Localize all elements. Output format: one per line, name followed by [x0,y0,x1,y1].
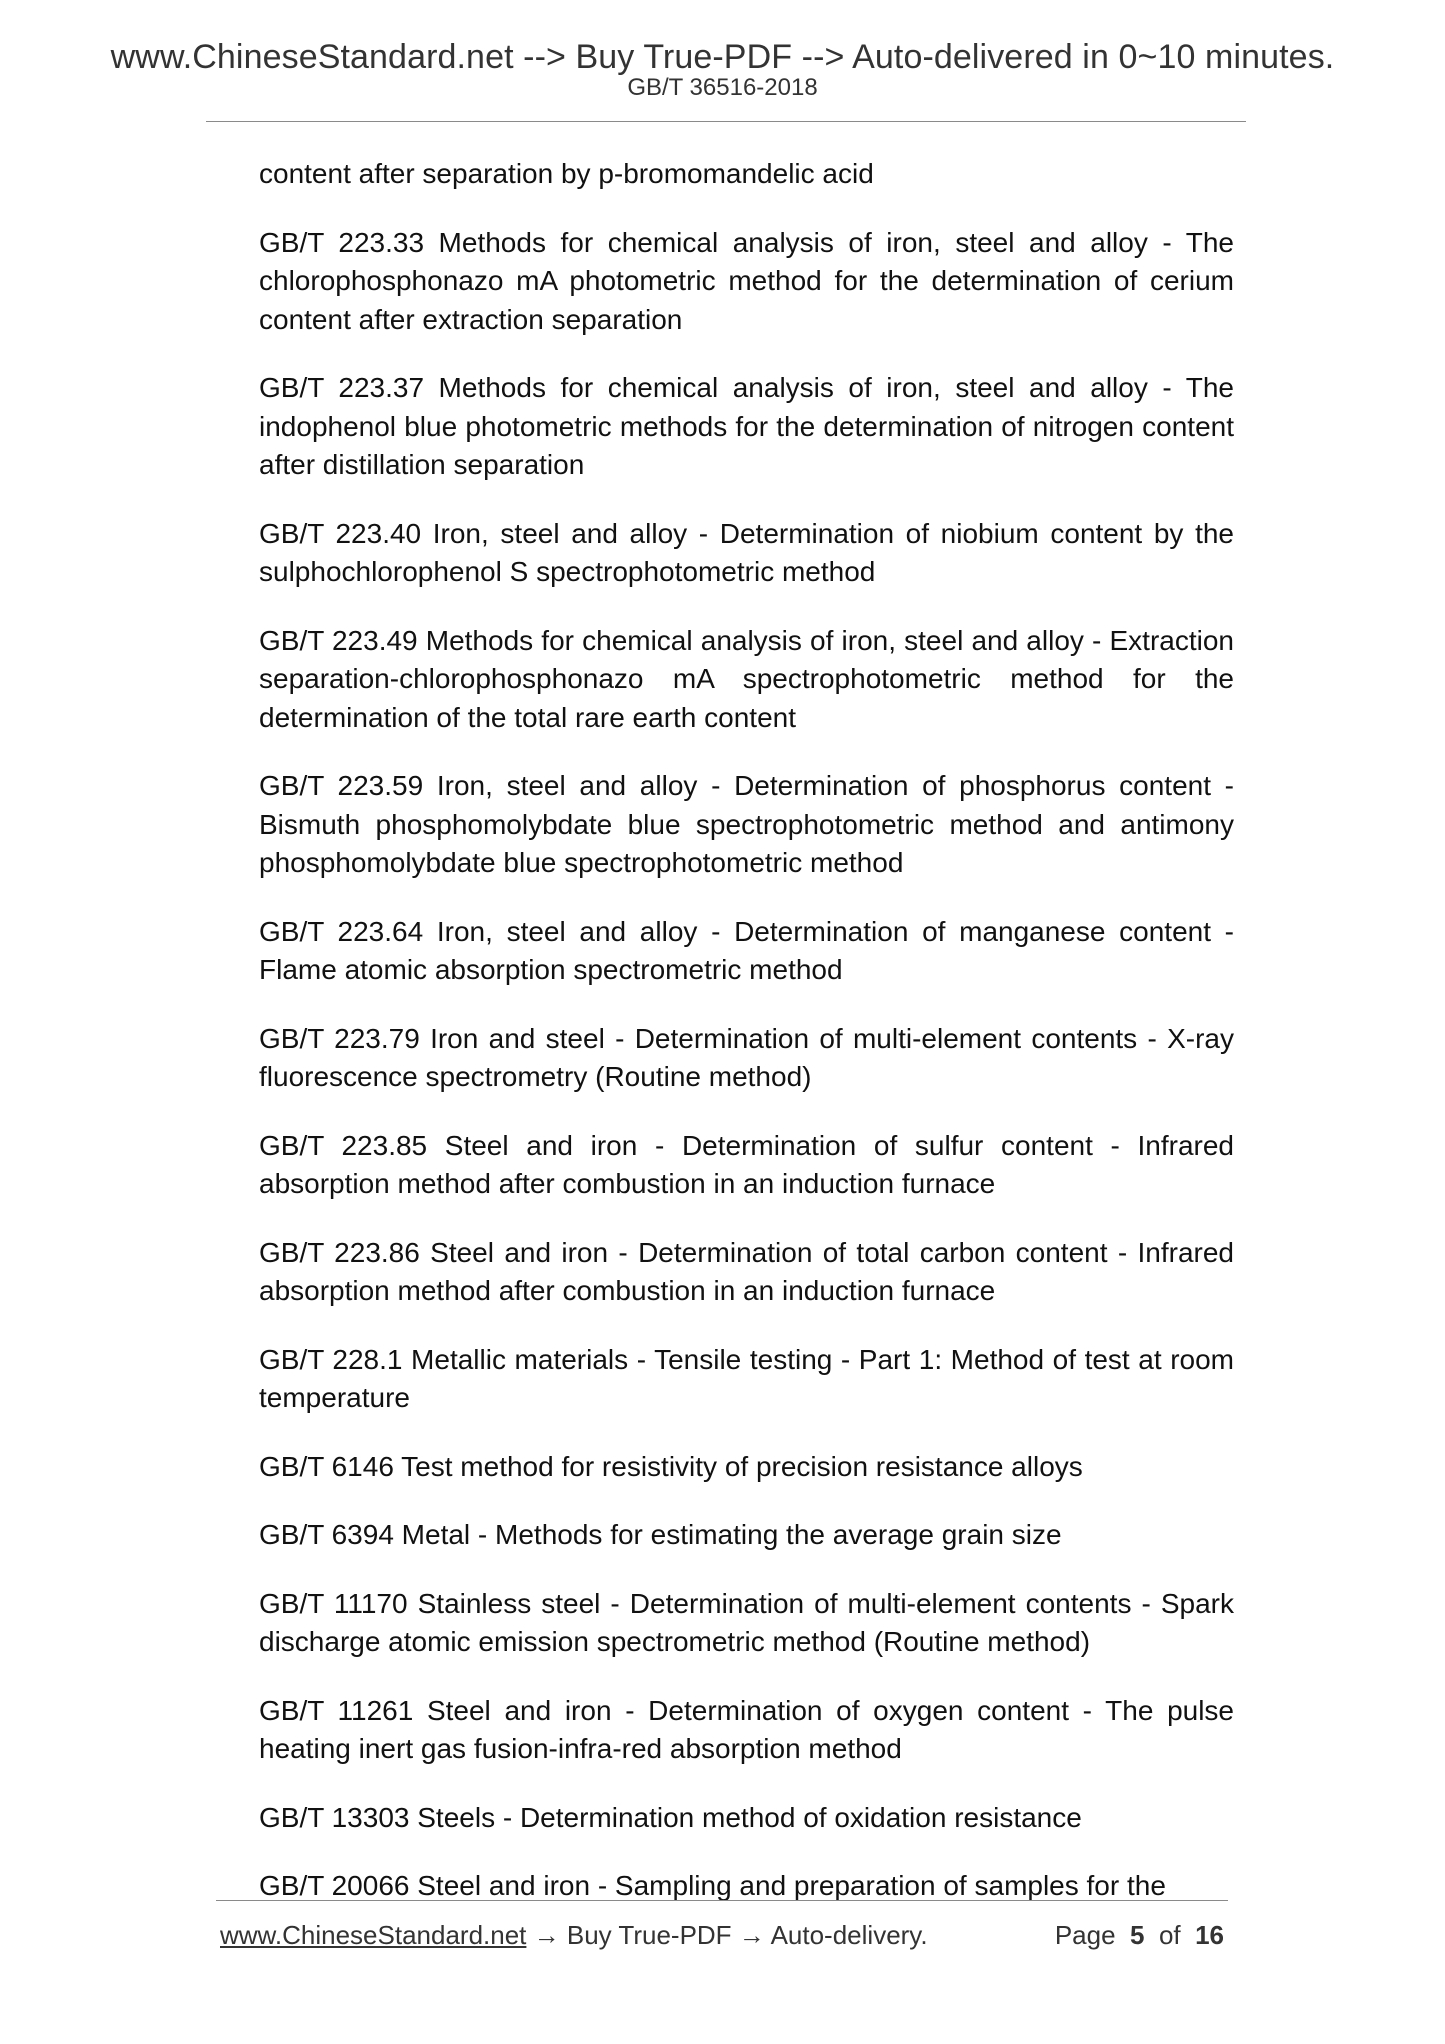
footer-site-link[interactable]: www.ChineseStandard.net [220,1920,527,1950]
paragraph: GB/T 6146 Test method for resistivity of precision resistance alloys [259,1450,1083,1482]
paragraph: GB/T 223.86 Steel and iron - Determination of total carbon content - Infrared absorption method after combustion in an induction furnace [259,1236,1234,1306]
top-banner: www.ChineseStandard.net --> Buy True-PDF --> Auto-delivered in 0~10 minutes. [110,38,1335,76]
paragraph: GB/T 13303 Steels - Determination method of oxidation resistance [259,1801,1082,1833]
paragraph: GB/T 223.64 Iron, steel and alloy - Determination of manganese content - Flame atomic absorption spectrometric method [259,915,1234,985]
of-label: of [1158,1920,1181,1950]
paragraph: GB/T 223.33 Methods for chemical analysis of iron, steel and alloy - The chlorophosphonazo mA photometric method for the determination of cerium content after extraction separation [259,226,1234,335]
page-label: Page [1054,1920,1116,1950]
paragraph: GB/T 223.59 Iron, steel and alloy - Determination of phosphorus content - Bismuth phosphomolybdate blue spectrophotometric method and antimony phosphomolybdate blue spectrophotometric method [259,770,1234,878]
paragraph: GB/T 11170 Stainless steel - Determination of multi-element contents - Spark discharge atomic emission spectrometric method (Routine method) [259,1587,1234,1657]
paragraph: GB/T 223.49 Methods for chemical analysis of iron, steel and alloy - Extraction separation-chlorophosphonazo mA spectrophotometric method for the determination of the total rare earth content [259,624,1234,733]
paragraph: GB/T 20066 Steel and iron - Sampling and preparation of samples for the [259,1870,1166,1901]
standard-code: GB/T 36516-2018 [627,74,818,101]
header-divider [206,121,1246,122]
paragraph: GB/T 228.1 Metallic materials - Tensile testing - Part 1: Method of test at room temperature [259,1343,1234,1413]
document-body [259,155,1234,1936]
footer-promo [220,1920,928,1951]
page-footer [220,1920,1224,1956]
paragraph: content after separation by p-bromomandelic acid [259,158,874,189]
footer-divider [216,1900,1228,1901]
paragraph: GB/T 11261 Steel and iron - Determination of oxygen content - The pulse heating inert gas fusion-infra-red absorption method [259,1694,1234,1764]
page-number: 5 [1130,1920,1145,1950]
total-pages: 16 [1195,1920,1224,1950]
page-indicator [1055,1920,1224,1951]
paragraph: GB/T 223.40 Iron, steel and alloy - Determination of niobium content by the sulphochlorophenol S spectrophotometric method [259,517,1234,587]
paragraph: GB/T 223.85 Steel and iron - Determination of sulfur content - Infrared absorption method after combustion in an induction furnace [259,1129,1234,1199]
paragraph: GB/T 6394 Metal - Methods for estimating the average grain size [259,1519,1062,1550]
footer-tagline: → Buy True-PDF → Auto-delivery. [526,1920,928,1950]
paragraph: GB/T 223.37 Methods for chemical analysis of iron, steel and alloy - The indophenol blue photometric methods for the determination of nitrogen content after distillation separation [259,372,1234,480]
paragraph: GB/T 223.79 Iron and steel - Determination of multi-element contents - X-ray fluorescence spectrometry (Routine method) [259,1022,1234,1092]
